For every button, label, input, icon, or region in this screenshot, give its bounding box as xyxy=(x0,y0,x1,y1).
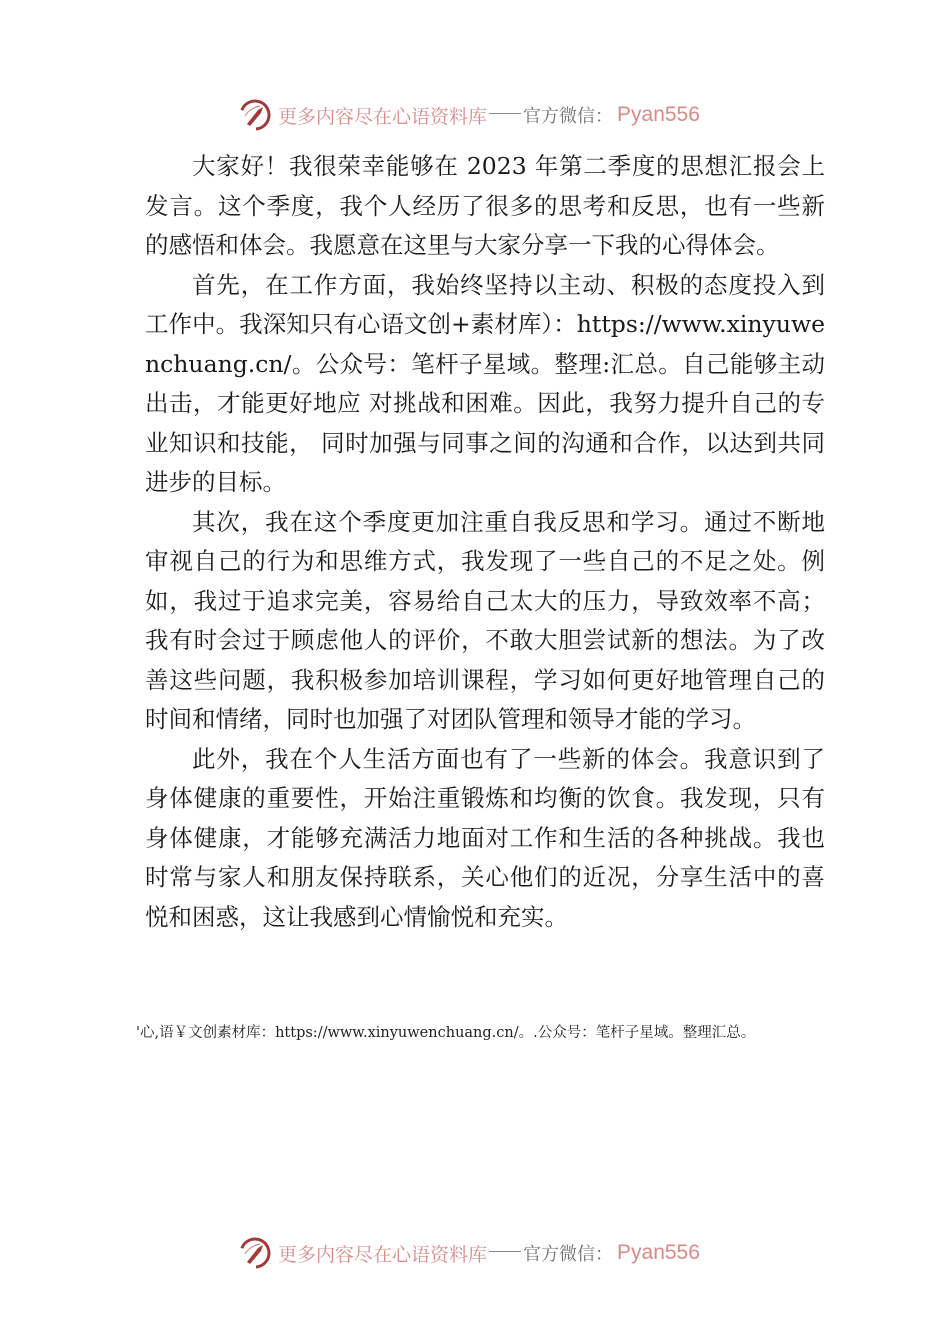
wechat-label: 官方微信： xyxy=(523,1244,614,1265)
document-body xyxy=(145,147,825,937)
paragraph-life: 此外，我在个人生活方面也有了一些新的体会。我意识到了身体健康的重要性，开始注重锻炼和均衡的饮食。我发现，只有身体健康，才能够充满活力地面对工作和生活的各种挑战。我也时常与家人和朋友保持联系，关心他们的近况，分享生活中的喜悦和困惑，这让我感到心情愉悦和充实。 xyxy=(145,744,825,931)
quill-pen-logo-icon xyxy=(238,98,272,132)
paragraph-work: 首先，在工作方面，我始终坚持以主动、积极的态度投入到工作中。我深知只有心语文创+素材库）：https://www.xinyuwenchuang.cn/。公众号：笔杆子星域。整理:汇总。自己能够主动出击，才能更好地应 对挑战和困难。因此，我努力提升自己的专业知识和技能， 同时加强与同事之间的沟通和合作，以达到共同进步的目标。 xyxy=(145,270,825,496)
paragraph-intro: 大家好！我很荣幸能够在 2023 年第二季度的思想汇报会上发言。这个季度，我个人经历了很多的思考和反思，也有一些新的感悟和体会。我愿意在这里与大家分享一下我的心得体会。 xyxy=(145,152,825,259)
banner-separator xyxy=(489,1251,521,1252)
banner-separator xyxy=(489,113,521,114)
quill-pen-logo-icon xyxy=(238,1236,272,1270)
header-banner xyxy=(238,95,718,135)
banner-title: 更多内容尽在心语资料库 xyxy=(278,105,488,128)
wechat-label: 官方微信： xyxy=(523,106,614,127)
banner-title: 更多内容尽在心语资料库 xyxy=(278,1243,488,1266)
wechat-id: Pyan556 xyxy=(617,1241,700,1264)
paragraph-reflection: 其次，我在这个季度更加注重自我反思和学习。通过不断地审视自己的行为和思维方式，我发现了一些自己的不足之处。例如，我过于追求完美，容易给自己太大的压力，导致效率不高；我有时会过于顾虑他人的评价，不敢大胆尝试新的想法。为了改善这些问题，我积极参加培训课程，学习如何更好地管理自己的时间和情绪，同时也加强了对团队管理和领导才能的学习。 xyxy=(145,507,825,733)
footer-banner xyxy=(238,1233,718,1273)
wechat-id: Pyan556 xyxy=(617,103,700,126)
footnote: '心,语￥文创素材库：https://www.xinyuwenchuang.cn/。.公众号：笔杆子星域。整理汇总。 xyxy=(136,1025,756,1041)
